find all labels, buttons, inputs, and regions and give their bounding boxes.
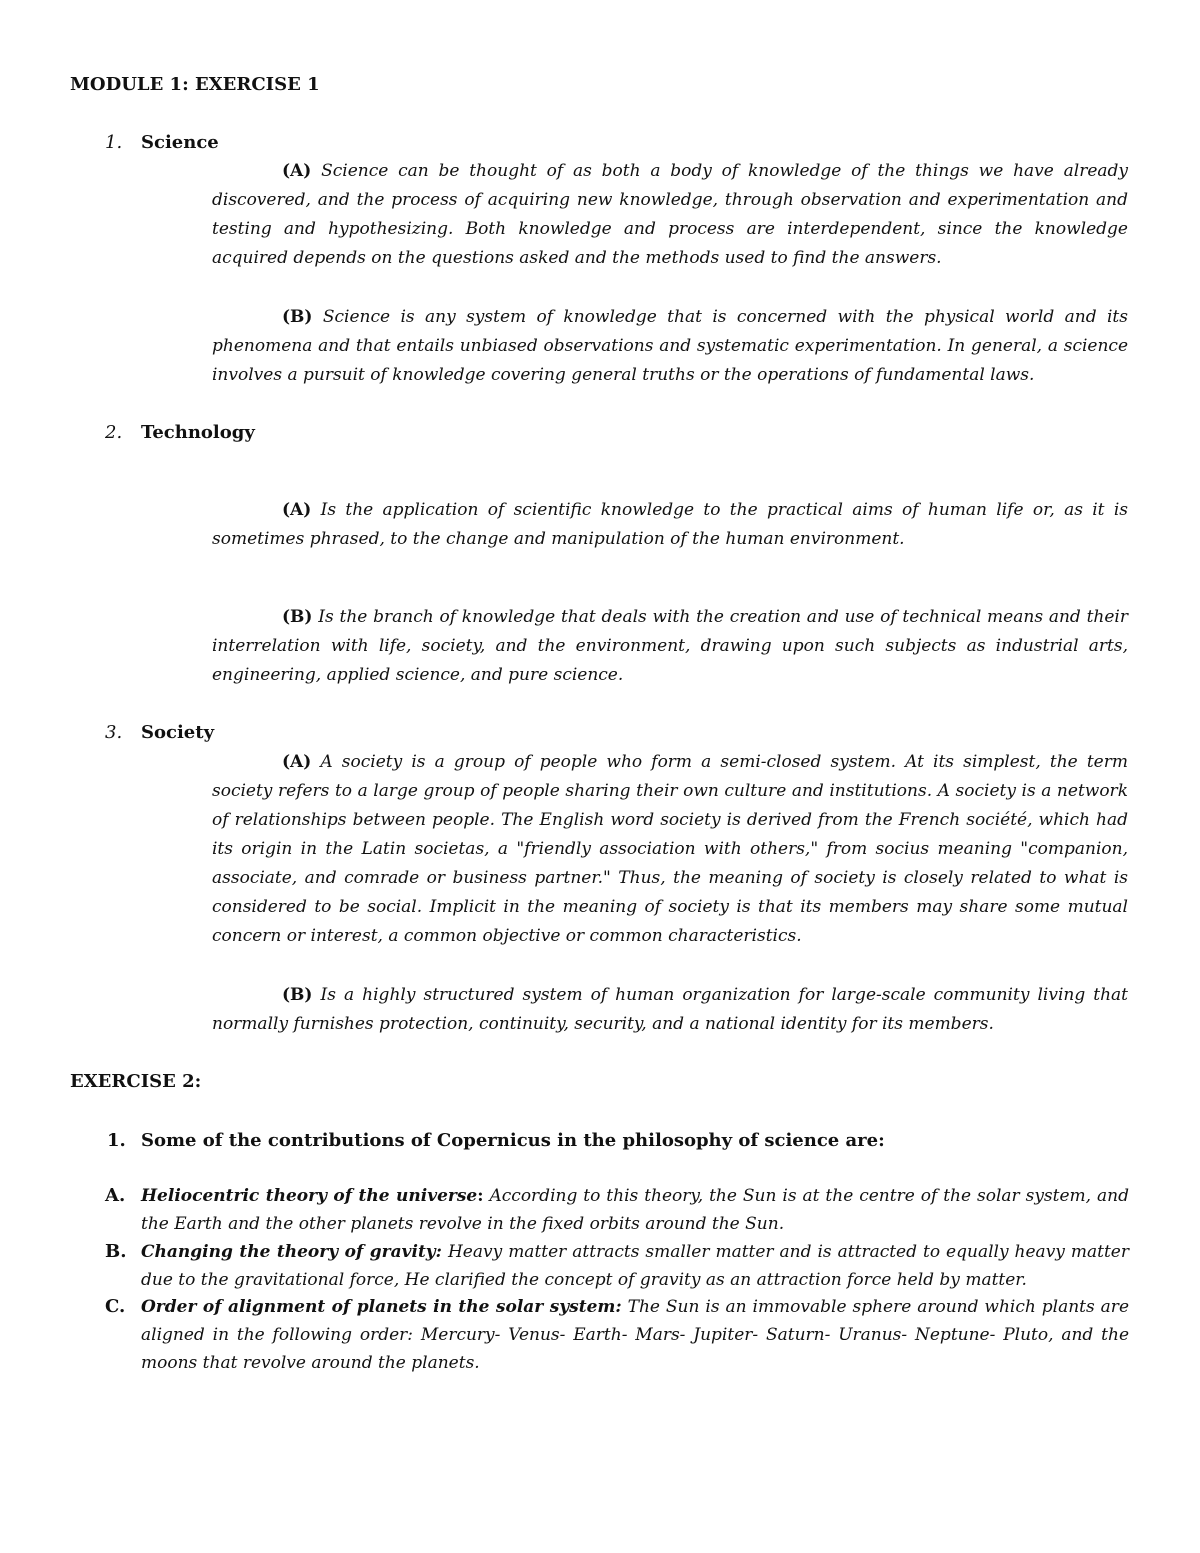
item-title-society: Society [141,722,215,743]
definition-text: Science is any system of knowledge that is concerned with the physical world and its phenomena and that entails unbiased observations and systematic experimentation. In general, a science involves a pursuit of knowledge covering general truths or the operations of fundamental laws. [212,307,1128,385]
technology-definition-a [212,496,1128,554]
definition-text: Is the application of scientific knowledge to the practical aims of human life or, as it is sometimes phrased, to the change and manipulation of the human environment. [212,500,1128,549]
definition-label: (A) [282,752,312,772]
item-title-science: Science [141,132,219,153]
contribution-letter-b: B. [105,1241,127,1262]
definition-text: Is the branch of knowledge that deals with the creation and use of technical means and their interrelation with life, society, and the environment, drawing upon such subjects as industrial arts, engineering, applied science, and pure science. [212,607,1128,685]
contribution-text: Heavy matter attracts smaller matter and is attracted to equally heavy matter due to the gravitational force, He clarified the concept of gravity as an attraction force held by matter. [141,1242,1129,1290]
contribution-text: The Sun is an immovable sphere around which plants are aligned in the following order: Mercury- Venus- Earth- Mars- Jupiter- Saturn- Uranus- Neptune- Pluto, and the moons that revolve around the planets. [141,1297,1129,1373]
item-number-technology: 2. [105,422,123,443]
contribution-separator: : [477,1186,484,1206]
exercise2-question: Some of the contributions of Copernicus in the philosophy of science are: [141,1130,885,1151]
definition-text: Is a highly structured system of human organization for large-scale community living that normally furnishes protection, continuity, security, and a national identity for its members. [212,985,1129,1034]
module-heading: MODULE 1: EXERCISE 1 [70,74,320,95]
contribution-term: Order of alignment of planets in the solar system: [141,1297,622,1317]
contribution-term: Heliocentric theory of the universe [141,1186,478,1206]
item-number-society: 3. [105,722,123,743]
contribution-term: Changing the theory of gravity: [141,1242,442,1262]
definition-label: (B) [282,607,313,627]
society-definition-b [212,981,1128,1039]
technology-definition-b [212,603,1128,690]
exercise2-heading: EXERCISE 2: [70,1071,202,1092]
definition-label: (A) [282,161,312,181]
exercise2-question-number: 1. [107,1130,126,1151]
society-definition-a [212,748,1128,951]
definition-text: A society is a group of people who form a semi-closed system. At its simplest, the term society refers to a large group of people sharing their own culture and institutions. A society is a network of relationships between people. The English word society is derived from the French société, which had its origin in the Latin societas, a "friendly association with others," from socius meaning "companion, associate, and comrade or business partner." Thus, the meaning of society is closely related to what is considered to be social. Implicit in the meaning of society is that its members may share some mutual concern or interest, a common objective or common characteristics. [212,752,1128,946]
contribution-text: According to this theory, the Sun is at the centre of the solar system, and the Earth and the other planets revolve in the fixed orbits around the Sun. [141,1186,1129,1234]
definition-label: (A) [282,500,312,520]
contribution-c [141,1293,1129,1377]
definition-label: (B) [282,985,313,1005]
science-definition-a [212,157,1128,273]
item-number-science: 1. [105,132,123,153]
contribution-b [141,1238,1129,1294]
science-definition-b [212,303,1128,390]
contribution-a [141,1182,1129,1238]
definition-label: (B) [282,307,313,327]
definition-text: Science can be thought of as both a body of knowledge of the things we have already discovered, and the process of acquiring new knowledge, through observation and experimentation and testing and hypothesizing. Both knowledge and process are interdependent, since the knowledge acquired depends on the questions asked and the methods used to find the answers. [212,161,1129,268]
contribution-letter-c: C. [105,1296,126,1317]
item-title-technology: Technology [141,422,255,443]
contribution-letter-a: A. [105,1185,126,1206]
